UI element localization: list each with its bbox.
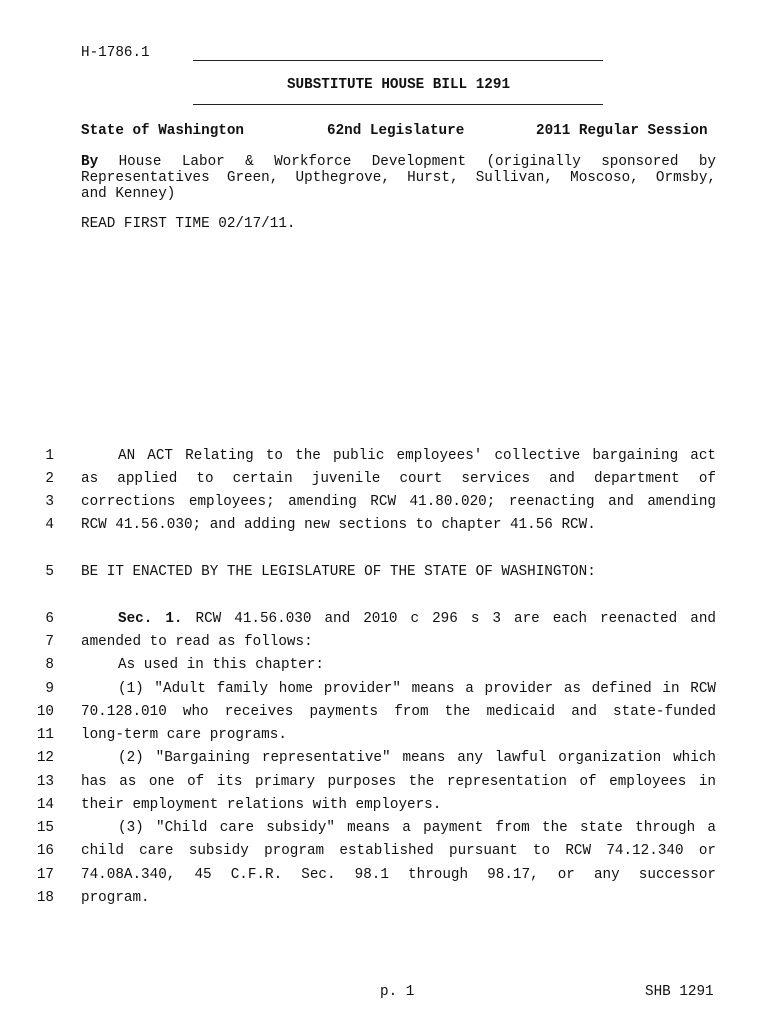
body-line: 70.128.010 who receives payments from the medicaid and state-funded	[81, 704, 716, 720]
line-number: 7	[45, 634, 54, 650]
body-line: has as one of its primary purposes the representation of employees in	[81, 774, 716, 790]
line-number: 10	[36, 704, 54, 720]
header-rule-bottom	[193, 104, 603, 105]
session-label: 2011 Regular Session	[536, 123, 708, 139]
body-line: (1) "Adult family home provider" means a provider as defined in RCW	[118, 681, 716, 697]
footer-bill-short: SHB 1291	[645, 984, 714, 1000]
line-number: 12	[36, 750, 54, 766]
body-line: long-term care programs.	[81, 727, 287, 743]
line-number: 13	[36, 774, 54, 790]
line-number: 4	[45, 517, 54, 533]
line-number: 14	[36, 797, 54, 813]
sponsor-line-1	[81, 154, 716, 170]
body-line: child care subsidy program established pursuant to RCW 74.12.340 or	[81, 843, 716, 859]
line-number: 3	[45, 494, 54, 510]
line-number: 1	[45, 448, 54, 464]
sponsor-text-1: House Labor & Workforce Development (originally sponsored by	[118, 154, 716, 170]
enacting-clause: BE IT ENACTED BY THE LEGISLATURE OF THE STATE OF WASHINGTON:	[81, 564, 596, 580]
line-number: 15	[36, 820, 54, 836]
section-label: Sec. 1.	[118, 611, 183, 627]
read-first-time: READ FIRST TIME 02/17/11.	[81, 216, 296, 232]
bill-title: SUBSTITUTE HOUSE BILL 1291	[286, 77, 511, 93]
line-number: 8	[45, 657, 54, 673]
line-number: 9	[45, 681, 54, 697]
body-line: corrections employees; amending RCW 41.80.020; reenacting and amending	[81, 494, 716, 510]
header-rule-top	[193, 60, 603, 61]
sponsor-line-3: and Kenney)	[81, 186, 176, 202]
body-line: amended to read as follows:	[81, 634, 313, 650]
line-number: 16	[36, 843, 54, 859]
state-label: State of Washington	[81, 123, 245, 139]
line-number: 18	[36, 890, 54, 906]
body-line: their employment relations with employers.	[81, 797, 442, 813]
section-heading-line: Sec. 1. RCW 41.56.030 and 2010 c 296 s 3 are each reenacted and	[118, 611, 717, 627]
body-line: (2) "Bargaining representative" means any lawful organization which	[118, 750, 716, 766]
line-number: 17	[36, 867, 54, 883]
bill-code: H-1786.1	[81, 45, 150, 61]
body-line: AN ACT Relating to the public employees' collective bargaining act	[118, 448, 716, 464]
legislature-label: 62nd Legislature	[327, 123, 465, 139]
body-line: 74.08A.340, 45 C.F.R. Sec. 98.1 through 98.17, or any successor	[81, 867, 716, 883]
sponsor-line-2: Representatives Green, Upthegrove, Hurst, Sullivan, Moscoso, Ormsby,	[81, 170, 716, 186]
body-line: as applied to certain juvenile court services and department of	[81, 471, 716, 487]
body-line: RCW 41.56.030; and adding new sections to chapter 41.56 RCW.	[81, 517, 596, 533]
line-number: 6	[45, 611, 54, 627]
line-number: 2	[45, 471, 54, 487]
line-number: 5	[45, 564, 54, 580]
body-line: program.	[81, 890, 150, 906]
page-number: p. 1	[380, 984, 415, 1000]
body-line: As used in this chapter:	[118, 657, 324, 673]
line-number: 11	[36, 727, 54, 743]
body-line: (3) "Child care subsidy" means a payment from the state through a	[118, 820, 716, 836]
by-label: By	[81, 154, 99, 170]
